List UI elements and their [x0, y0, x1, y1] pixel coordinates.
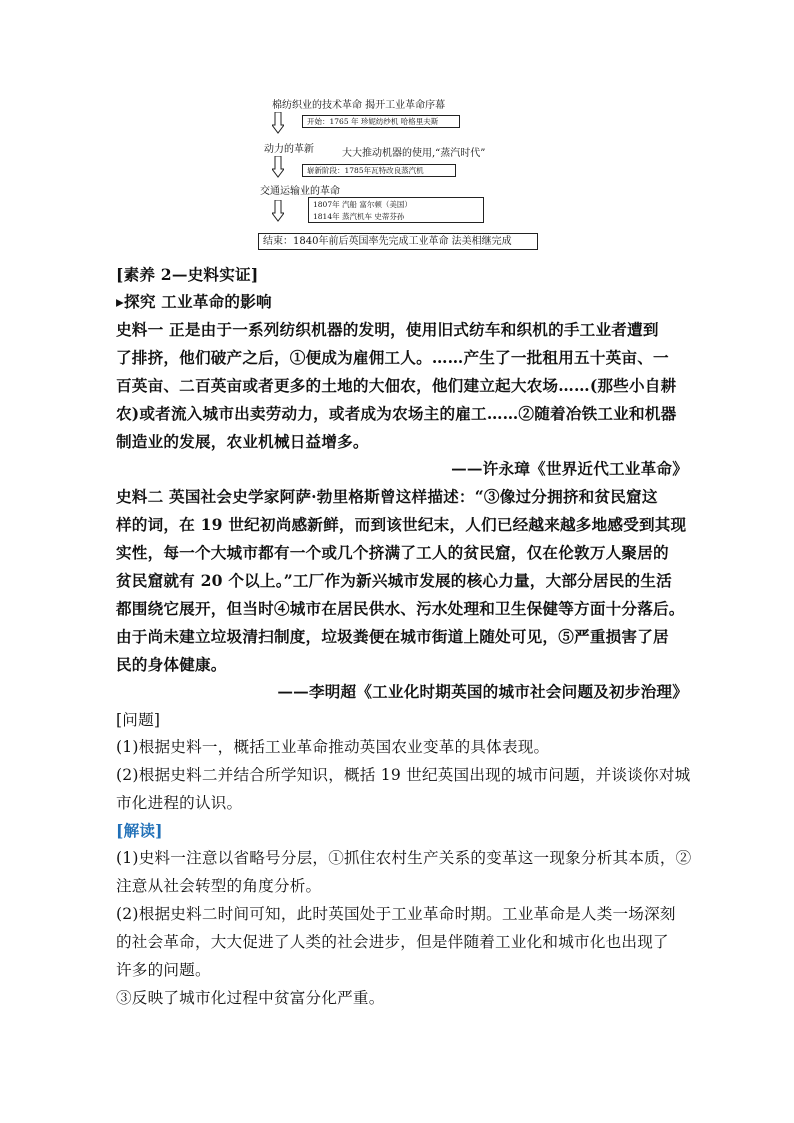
diagram-step2-title: 动力的革新	[264, 144, 314, 155]
source2-text: 英国社会史学家阿萨·勃里格斯曾这样描述：“③像过分拥挤和贫民窟这	[163, 487, 658, 506]
source2-line: 实性，每一个大城市都有一个或几个挤满了工人的贫民窟，仅在伦敦万人聚居的	[116, 543, 669, 562]
down-arrow-icon	[272, 200, 284, 222]
question-2-line: (2)根据史料二并结合所学知识，概括 19 世纪英国出现的城市问题，并谈谈你对城	[116, 766, 691, 784]
source2-line: 由于尚未建立垃圾清扫制度，垃圾粪便在城市街道上随处可见，⑤严重损害了居	[116, 627, 669, 646]
diagram-end-box: 结束：1840年前后英国率先完成工业革命 法美相继完成	[258, 233, 538, 250]
source1-label: 史料一	[116, 320, 164, 339]
diagram-step3-row: 1807年 汽船 富尔顿（美国）	[313, 200, 412, 209]
question-1: (1)根据史料一，概括工业革命推动英国农业变革的具体表现。	[116, 738, 550, 756]
industrial-revolution-flow-diagram	[258, 92, 548, 254]
source2-citation: ——李明超《工业化时期英国的城市社会问题及初步治理》	[277, 682, 688, 701]
questions-heading: [问题]	[116, 711, 161, 729]
diagram-step1-title: 棉纺织业的技术革命 揭开工业革命序幕	[272, 100, 446, 111]
source2-line: 民的身体健康。	[116, 655, 227, 674]
source2-label: 史料二	[116, 487, 164, 506]
source1-line: 农)或者流入城市出卖劳动力，或者成为农场主的雇工……②随着冶铁工业和机器	[116, 404, 677, 423]
analysis-p2-line: (2)根据史料二时间可知，此时英国处于工业革命时期。工业革命是人类一场深刻	[116, 905, 676, 923]
source2-line: 贫民窟就有 20 个以上。”工厂作为新兴城市发展的核心力量，大部分居民的生活	[116, 571, 672, 590]
diagram-step3-row: 1814年 蒸汽机车 史蒂芬孙	[313, 212, 405, 221]
analysis-p3: ③反映了城市化过程中贫富分化严重。	[116, 989, 385, 1007]
analysis-p1-line: 注意从社会转型的角度分析。	[116, 877, 322, 895]
source1-line	[116, 318, 659, 340]
source2-line	[116, 485, 658, 507]
down-arrow-icon	[272, 156, 284, 178]
diagram-step2-note: 大大推动机器的使用,“蒸汽时代”	[342, 148, 486, 159]
diagram-step1-box: 开始：1765 年 珍妮纺纱机 哈格里夫斯	[302, 115, 460, 128]
diagram-step2-box: 崭新阶段：1785年瓦特改良蒸汽机	[302, 164, 456, 177]
source1-line: 了排挤，他们破产之后，①便成为雇佣工人。……产生了一批租用五十英亩、一	[116, 348, 669, 367]
source2-line: 样的词，在 19 世纪初尚感新鲜，而到该世纪末，人们已经越来越多地感受到其现	[116, 515, 687, 534]
diagram-step3-title: 交通运输业的革命	[260, 186, 340, 197]
source1-line: 制造业的发展，农业机械日益增多。	[116, 432, 369, 451]
source1-line: 百英亩、二百英亩或者更多的土地的大佃农，他们建立起大农场……(那些小自耕	[116, 376, 677, 395]
analysis-p1-line: (1)史料一注意以省略号分层，①抓住农村生产关系的变革这一现象分析其本质，②	[116, 849, 692, 867]
explore-heading: ▸探究 工业革命的影响	[116, 292, 272, 311]
source1-citation: ——许永璋《世界近代工业革命》	[451, 459, 688, 478]
analysis-p2-line: 的社会革命，大大促进了人类的社会进步，但是伴随着工业化和城市化也出现了	[116, 933, 669, 951]
down-arrow-icon	[272, 112, 284, 134]
diagram-step3-box	[308, 197, 484, 223]
question-2-line: 市化进程的认识。	[116, 794, 243, 812]
source2-line: 都围绕它展开，但当时④城市在居民供水、污水处理和卫生保健等方面十分落后。	[116, 599, 685, 618]
source1-text: 正是由于一系列纺织机器的发明，使用旧式纺车和织机的手工业者遭到	[163, 320, 659, 339]
section-heading: [素养 2—史料实证]	[116, 265, 259, 284]
analysis-p2-line: 许多的问题。	[116, 961, 211, 979]
analysis-heading: [解读]	[116, 821, 163, 840]
